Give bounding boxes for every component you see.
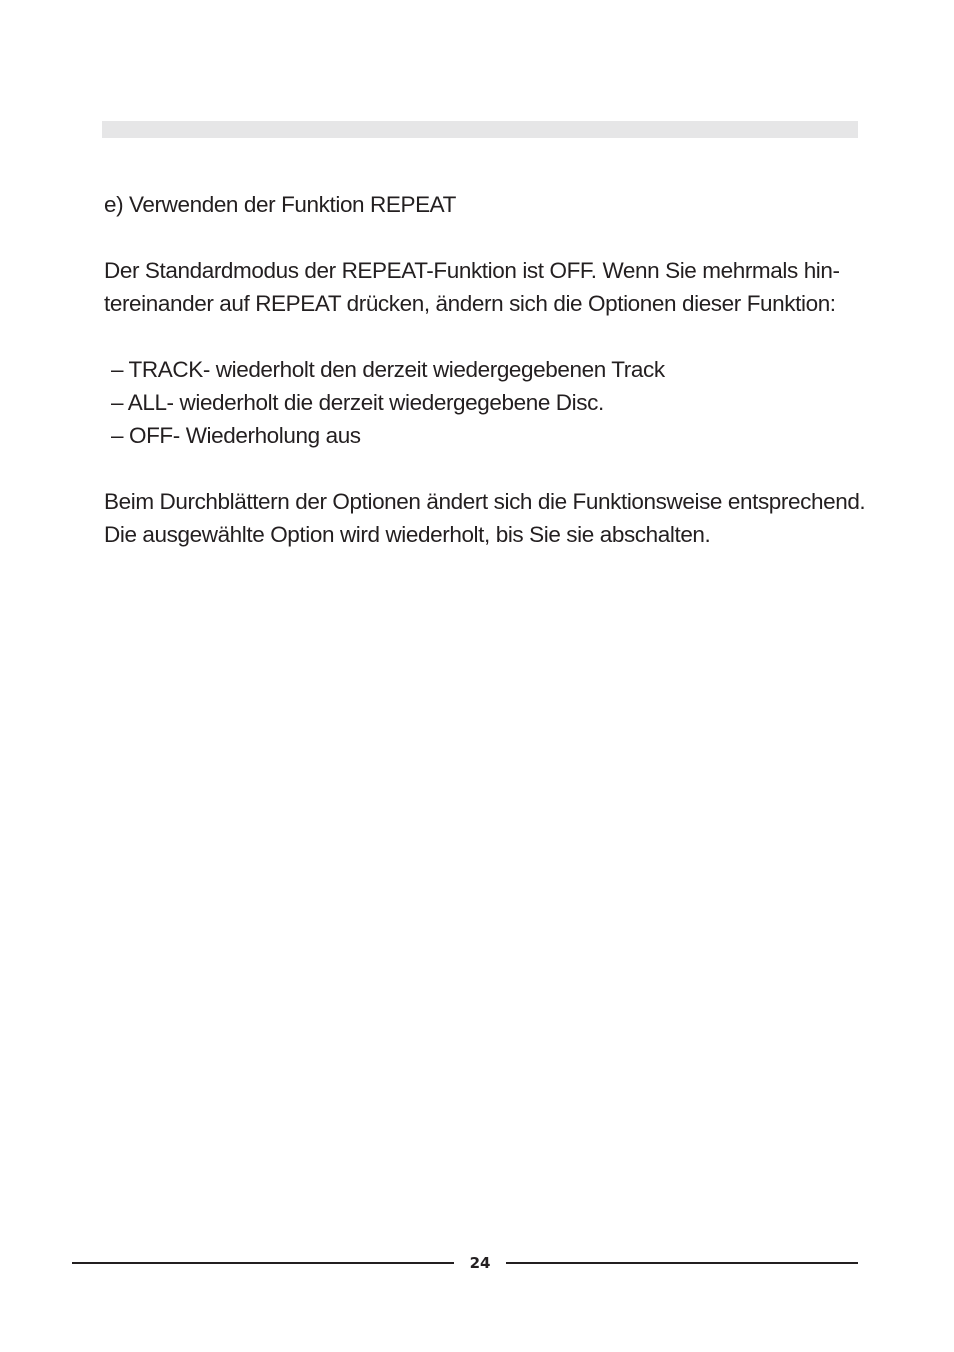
option-track: – TRACK- wiederholt den derzeit wiedergegebenen Track xyxy=(111,357,665,382)
outro-paragraph xyxy=(104,485,866,551)
repeat-options-list xyxy=(104,353,858,452)
footer-rule-left xyxy=(72,1262,454,1264)
page-content xyxy=(104,188,866,584)
page-footer xyxy=(72,1251,858,1275)
outro-line: Beim Durchblättern der Optionen ändert sich die Funktionsweise entsprechend. xyxy=(104,489,866,514)
footer-rule-right xyxy=(506,1262,858,1264)
page-number: 24 xyxy=(469,1254,491,1272)
option-off: – OFF- Wiederholung aus xyxy=(111,423,361,448)
header-bar xyxy=(102,121,858,138)
intro-paragraph xyxy=(104,254,858,320)
intro-line: tereinander auf REPEAT drücken, ändern sich die Optionen dieser Funktion: xyxy=(104,291,836,316)
option-all: – ALL- wiederholt die derzeit wiedergegebene Disc. xyxy=(111,390,604,415)
outro-line: Die ausgewählte Option wird wiederholt, bis Sie sie abschalten. xyxy=(104,522,711,547)
section-title: e) Verwenden der Funktion REPEAT xyxy=(104,192,456,217)
intro-line: Der Standardmodus der REPEAT-Funktion ist OFF. Wenn Sie mehrmals hin- xyxy=(104,258,840,283)
